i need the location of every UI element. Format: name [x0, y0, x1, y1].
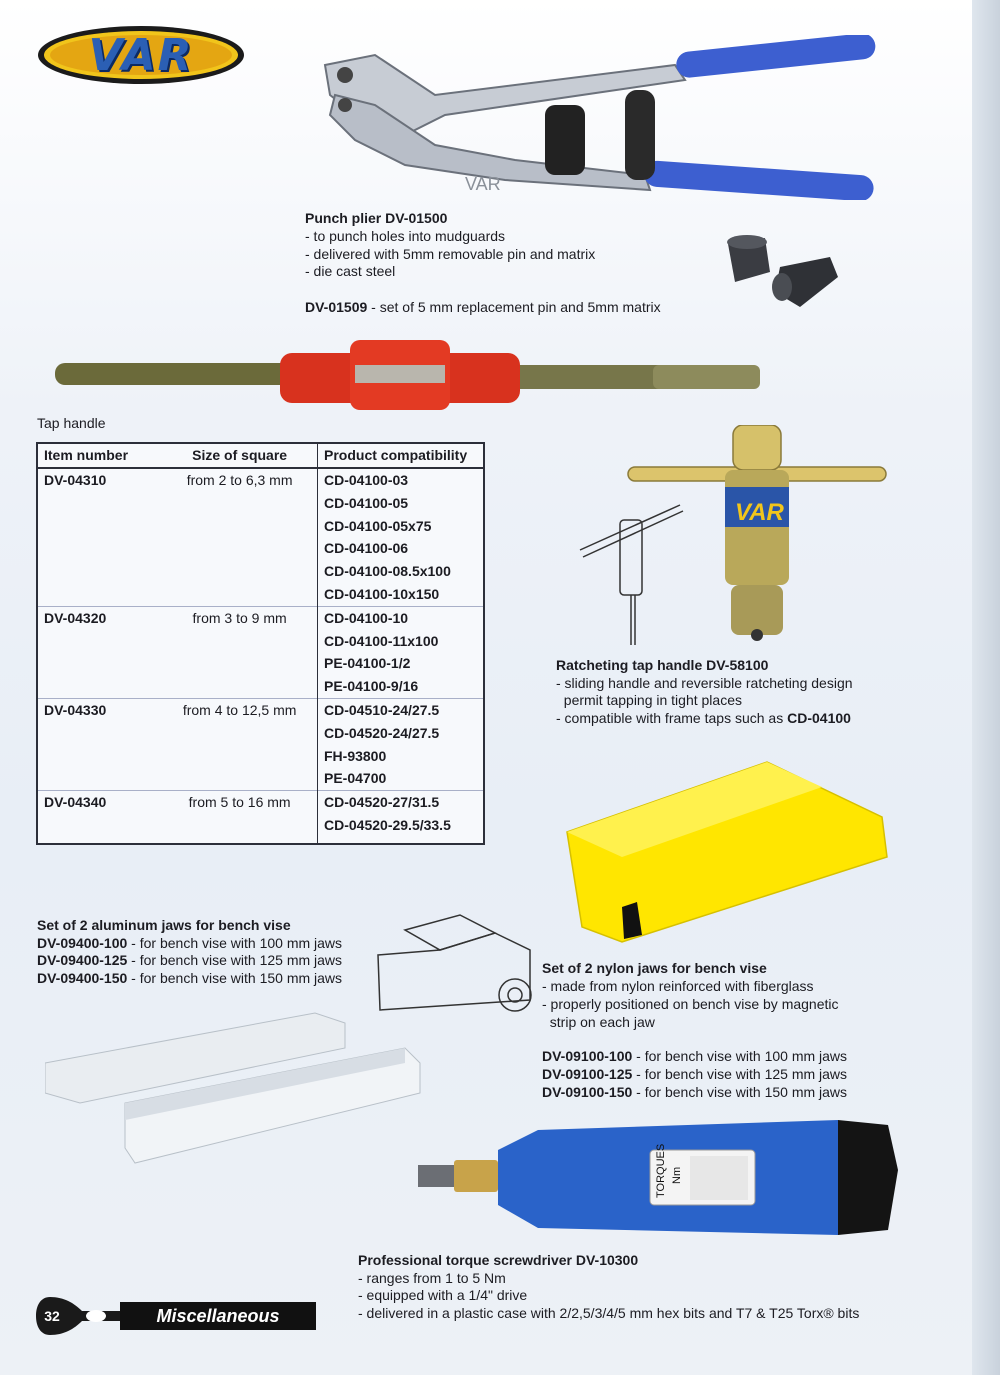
compat-cell: CD-04510-24/27.5 — [318, 698, 485, 721]
nylon-jaws-code: DV-09100-100 — [542, 1048, 633, 1064]
torque-bullet-2: - equipped with a 1/4" drive — [358, 1287, 528, 1303]
item-number-cell: DV-04330 — [37, 698, 162, 790]
punch-plier-bullet-1: - to punch holes into mudguards — [305, 228, 506, 244]
table-row — [37, 791, 484, 814]
alu-jaws-item — [37, 935, 342, 953]
compat-cell: CD-04520-29.5/33.5 — [318, 814, 485, 844]
nylon-jaws-item — [542, 1066, 847, 1084]
header-product-compatibility: Product compatibility — [318, 443, 485, 468]
replacement-text: - set of 5 mm replacement pin and 5mm matrix — [367, 299, 661, 315]
ratchet-compat-code: CD-04100 — [787, 710, 851, 726]
nylon-jaws-bullet-1: - made from nylon reinforced with fiberglass — [542, 978, 814, 994]
tap-handle-table — [36, 442, 485, 845]
alu-jaws-text: - for bench vise with 100 mm jaws — [127, 935, 343, 951]
compat-cell: CD-04100-10 — [318, 606, 485, 629]
replacement-pin-line — [305, 299, 661, 317]
nylon-jaws-item — [542, 1048, 847, 1066]
compat-cell: CD-04100-03 — [318, 468, 485, 492]
tap-handle-logo: VAR — [735, 499, 784, 526]
nylon-jaws-title: Set of 2 nylon jaws for bench vise — [542, 960, 767, 976]
compat-cell: CD-04100-10x150 — [318, 583, 485, 606]
torque-screwdriver-image — [418, 1110, 898, 1245]
torque-bullet-3: - delivered in a plastic case with 2/2,5/3/4/5 mm hex bits and T7 & T25 Torx® bits — [358, 1305, 860, 1321]
compat-cell: PE-04100-9/16 — [318, 675, 485, 698]
table-header-row — [37, 443, 484, 468]
alu-jaws-code: DV-09400-125 — [37, 952, 128, 968]
ratchet-title: Ratcheting tap handle DV-58100 — [556, 657, 769, 673]
nylon-jaws-bullet-3: strip on each jaw — [542, 1014, 655, 1030]
header-item-number: Item number — [37, 443, 162, 468]
table-row — [37, 698, 484, 721]
tap-handle-image — [55, 335, 765, 415]
alu-jaws-text: - for bench vise with 125 mm jaws — [127, 952, 343, 968]
header-size-of-square: Size of square — [162, 443, 317, 468]
nylon-jaws-text: - for bench vise with 150 mm jaws — [632, 1084, 848, 1100]
nylon-jaws-code: DV-09100-150 — [542, 1084, 633, 1100]
pin-matrix-image — [720, 232, 845, 317]
size-cell: from 4 to 12,5 mm — [162, 698, 317, 790]
page-edge-shadow — [972, 0, 1000, 1375]
tap-handle-title: Tap handle — [37, 415, 106, 431]
compat-cell: CD-04100-11x100 — [318, 630, 485, 653]
nylon-jaws-bullet-2: - properly positioned on bench vise by magnetic — [542, 996, 839, 1012]
replacement-code: DV-01509 — [305, 299, 368, 315]
logo-text: VAR — [88, 29, 194, 81]
alu-jaws-code: DV-09400-100 — [37, 935, 128, 951]
torque-bullet-1: - ranges from 1 to 5 Nm — [358, 1270, 506, 1286]
punch-plier-title: Punch plier DV-01500 — [305, 210, 448, 226]
torque-title: Professional torque screwdriver DV-10300 — [358, 1252, 639, 1268]
nylon-jaws-text: - for bench vise with 125 mm jaws — [632, 1066, 848, 1082]
alu-jaws-code: DV-09400-150 — [37, 970, 128, 986]
ratchet-tap-handle-image — [625, 425, 890, 645]
alu-jaws-title: Set of 2 aluminum jaws for bench vise — [37, 917, 291, 933]
compat-cell: CD-04100-08.5x100 — [318, 560, 485, 583]
ratchet-compat-prefix: - compatible with frame taps such as — [556, 710, 788, 726]
section-label: Miscellaneous — [156, 1306, 280, 1326]
nylon-jaws-text: - for bench vise with 100 mm jaws — [632, 1048, 848, 1064]
compat-cell: CD-04520-24/27.5 — [318, 722, 485, 745]
alu-jaws-item — [37, 952, 342, 970]
punch-plier-image — [315, 35, 895, 200]
torque-unit-label: Nm — [671, 1166, 683, 1184]
compat-cell: PE-04700 — [318, 767, 485, 790]
plier-stamp: VAR — [465, 174, 501, 194]
torque-scale-label: TORQUES — [655, 1143, 667, 1198]
alu-jaws-item — [37, 970, 342, 988]
ratchet-compat-line — [556, 710, 851, 728]
punch-plier-bullet-2: - delivered with 5mm removable pin and matrix — [305, 246, 596, 262]
item-number-cell: DV-04310 — [44, 472, 107, 488]
item-number-cell: DV-04320 — [37, 606, 162, 698]
ratchet-bullet-2: permit tapping in tight places — [556, 692, 742, 708]
nylon-jaws-item — [542, 1084, 847, 1102]
size-cell: from 2 to 6,3 mm — [186, 472, 293, 488]
item-number-cell: DV-04340 — [37, 791, 162, 844]
ratchet-bullet-1: - sliding handle and reversible ratcheting design — [556, 675, 853, 691]
compat-cell: CD-04100-06 — [318, 537, 485, 560]
nylon-jaws-code: DV-09100-125 — [542, 1066, 633, 1082]
vise-sketch-image — [370, 905, 540, 1025]
page-number: 32 — [38, 1302, 66, 1330]
compat-cell: CD-04520-27/31.5 — [318, 791, 485, 814]
alu-jaws-text: - for bench vise with 150 mm jaws — [127, 970, 343, 986]
compat-cell: CD-04100-05x75 — [318, 515, 485, 538]
compat-cell: FH-93800 — [318, 745, 485, 768]
table-row — [37, 606, 484, 629]
table-row — [37, 468, 484, 492]
nylon-jaws-image — [562, 757, 892, 947]
var-logo — [36, 24, 246, 86]
compat-cell: PE-04100-1/2 — [318, 652, 485, 675]
punch-plier-bullet-3: - die cast steel — [305, 263, 396, 279]
compat-cell: CD-04100-05 — [318, 492, 485, 515]
size-cell: from 5 to 16 mm — [162, 791, 317, 844]
aluminum-jaws-image — [45, 1008, 425, 1168]
size-cell: from 3 to 9 mm — [162, 606, 317, 698]
